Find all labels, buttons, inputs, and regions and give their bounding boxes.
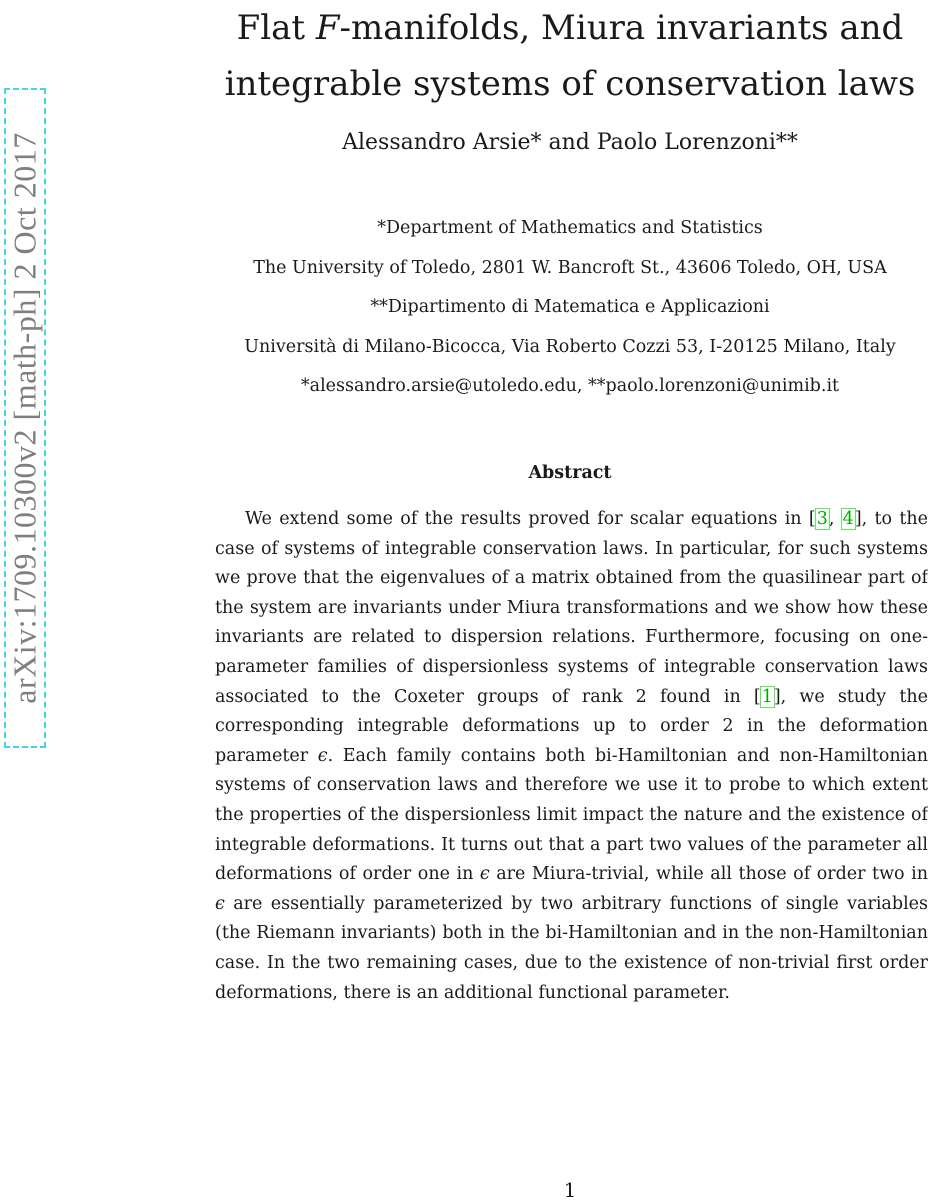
arxiv-stamp[interactable]: arXiv:1709.10300v2 [math-ph] 2 Oct 2017 [6,132,43,704]
citation-link-4[interactable]: 4 [842,509,854,529]
abstract-heading: Abstract [528,463,612,483]
abstract-seg7: are essentially parameterized by two arbitrary functions of single variables (the Riemann invariants) both in the bi-Hamiltonian and in the non-Hamiltonian case. In the two remaining cases, due to the existence of non-trivial first order deformations, there is an additional functional parameter. [215,893,928,1003]
author-emails[interactable]: *alessandro.arsie@utoledo.edu, **paolo.lorenzoni@unimib.it [300,376,840,396]
citation-link-1[interactable]: 1 [761,686,773,707]
affiliation-3: **Dipartimento di Matematica e Applicazioni [370,297,770,317]
epsilon-symbol: ϵ [479,864,490,885]
epsilon-symbol: ϵ [317,745,328,766]
epsilon-symbol: ϵ [215,893,225,914]
page-number: 1 [563,1178,577,1202]
authors: Alessandro Arsie* and Paolo Lorenzoni** [342,130,798,155]
title-variable: F [315,8,340,48]
title-line2: integrable systems of conservation laws [224,64,916,104]
title-line1-pre: Flat [236,8,316,48]
citation-link-3[interactable]: 3 [816,509,828,529]
paper-title [212,0,928,112]
abstract-seg5: . Each family contains both bi-Hamiltonian and non-Hamiltonian systems of conservation laws and therefore we use it to probe to which extent the properties of the dispersionless limit impact the nature and the existence of integrable deformations. It turns out that a part two values of the parameter all deformations of order one in [215,745,928,885]
abstract-seg6: are Miura-trivial, while all those of order two in [489,864,928,885]
affiliation-4: Università di Milano-Bicocca, Via Roberto Cozzi 53, I-20125 Milano, Italy [244,337,896,357]
abstract-body [215,505,928,1008]
abstract-seg4: ], we study the corresponding integrable deformations up to order 2 in the deformation parameter [215,686,928,766]
abstract-seg1: We extend some of the results proved for scalar equations in [ [245,509,816,529]
affiliation-2: The University of Toledo, 2801 W. Bancroft St., 43606 Toledo, OH, USA [253,258,887,278]
arxiv-stamp-box [4,88,46,748]
abstract-seg3: ], to the case of systems of integrable conservation laws. In particular, for such systems we prove that the eigenvalues of a matrix obtained from the quasilinear part of the system are invariants under Miura transformations and we show how these invariants are related to dispersion relations. Furthermore, focusing on one-parameter families of dispersionless systems of integrable conservation laws associated to the Coxeter groups of rank 2 found in [ [215,509,928,707]
title-line1-post: -manifolds, Miura invariants and [339,8,904,48]
abstract-seg2: , [828,509,842,529]
affiliation-1: *Department of Mathematics and Statistics [377,218,763,238]
